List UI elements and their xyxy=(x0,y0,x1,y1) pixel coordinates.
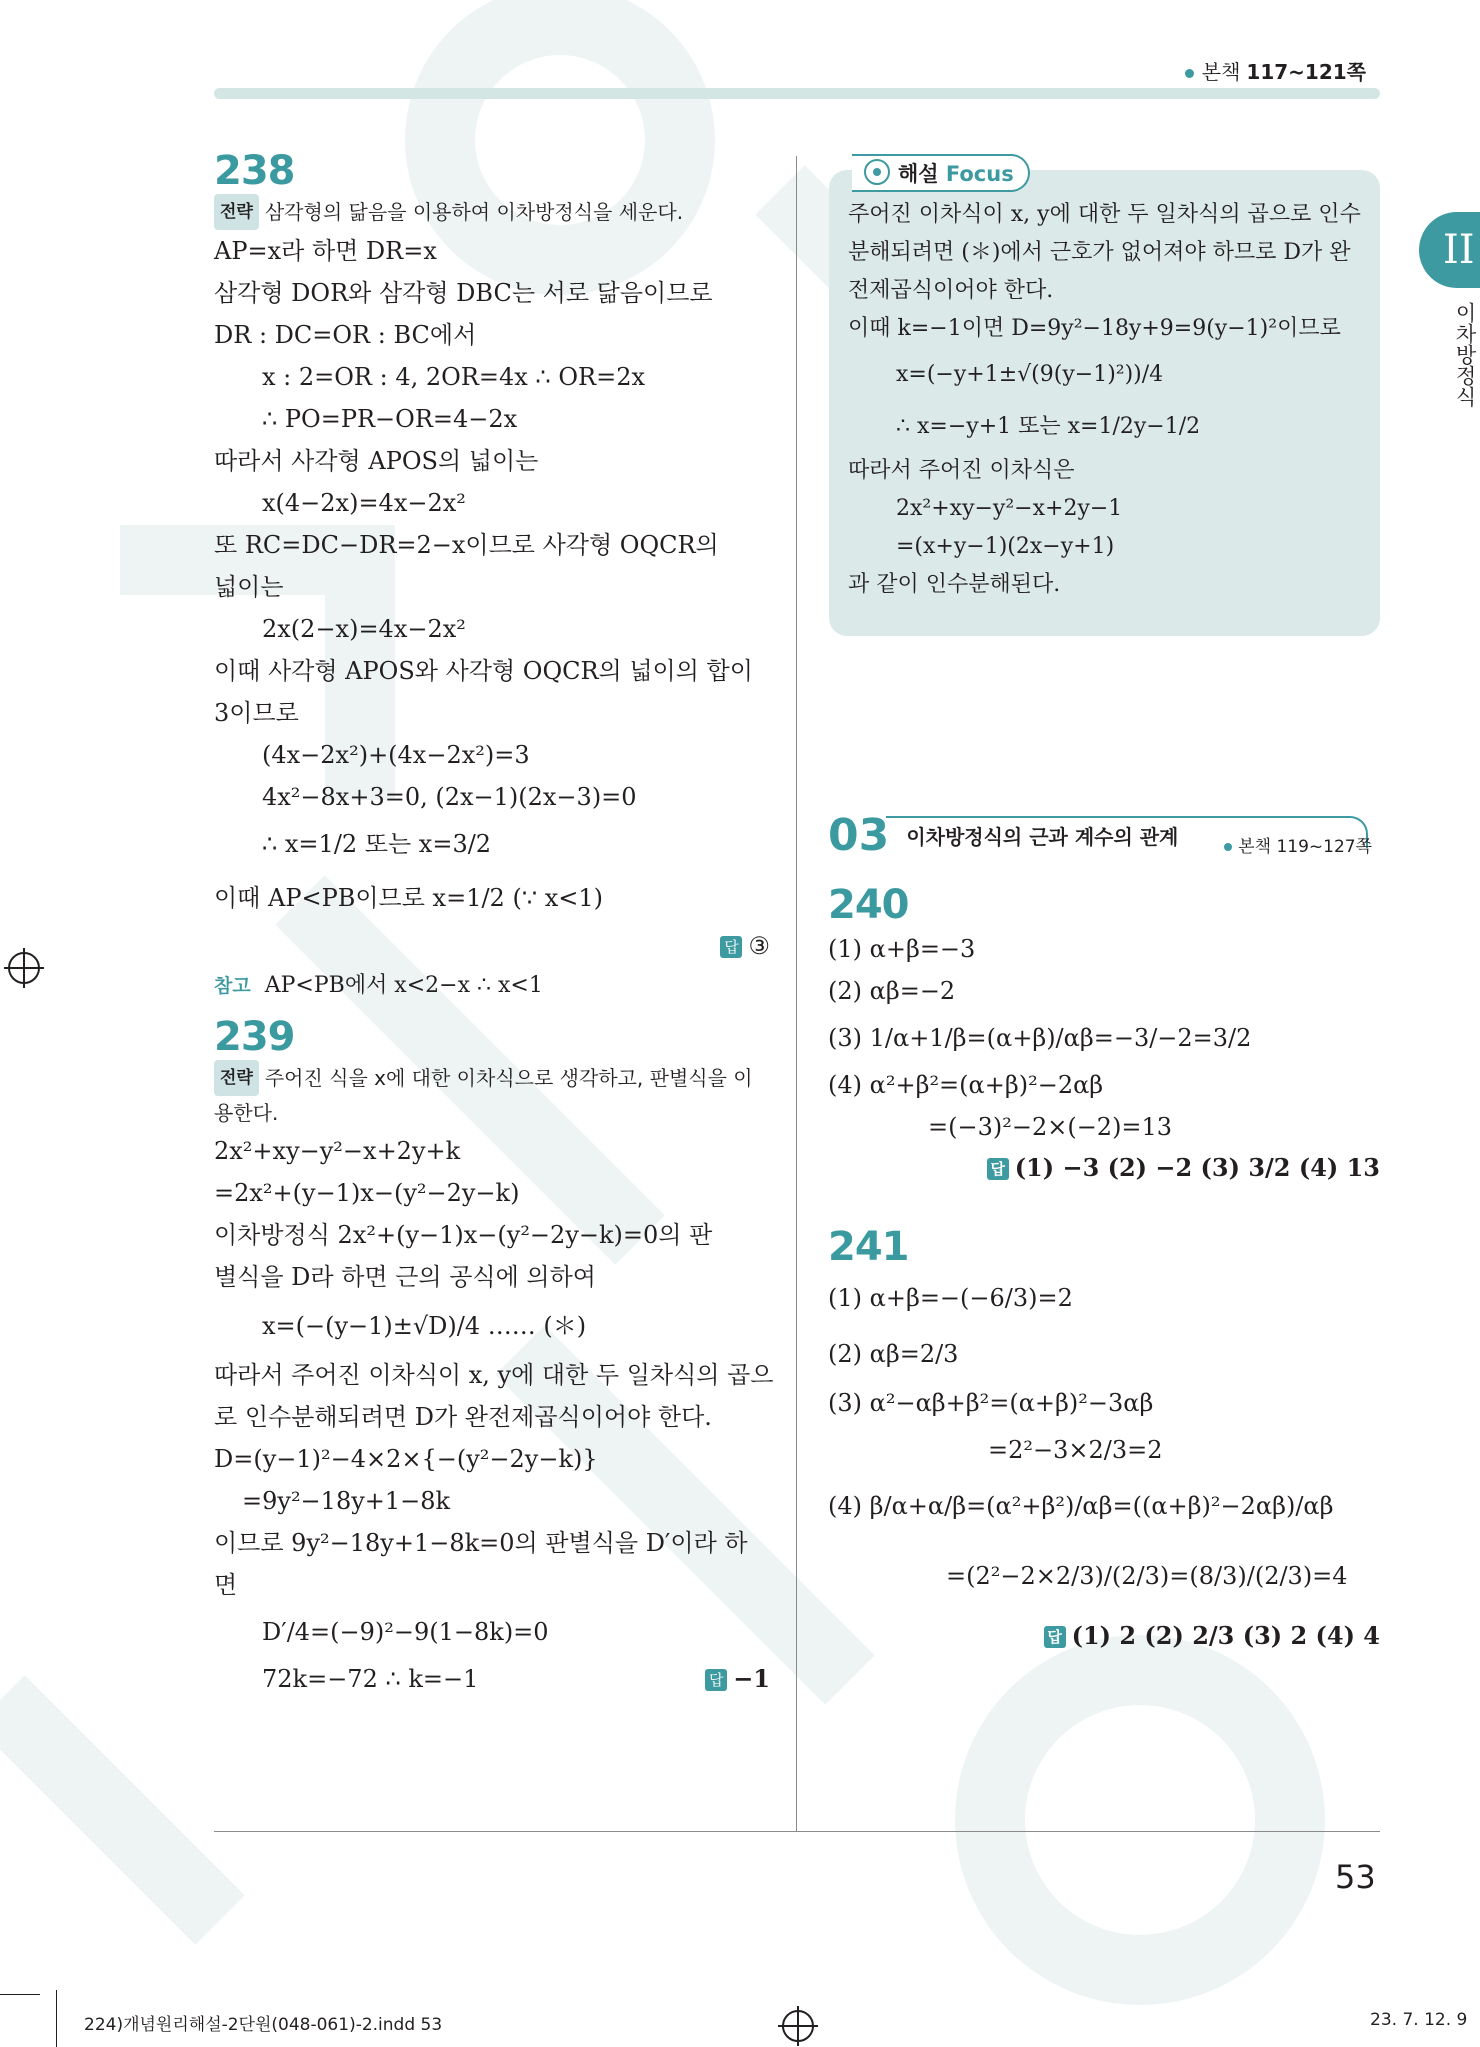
solution-line: DR : DC=OR : BC에서 xyxy=(214,321,477,349)
solution-line: 이차방정식 2x²+(y−1)x−(y²−2y−k)=0의 판 xyxy=(214,1221,713,1249)
section-page-ref: 본책 119~127쪽 xyxy=(1224,832,1372,857)
answer: 답 ③ xyxy=(214,926,770,966)
solution-line: =2x²+(y−1)x−(y²−2y−k) xyxy=(214,1179,520,1207)
solution-line: 로 인수분해되려면 D가 완전제곱식이어야 한다. xyxy=(214,1403,712,1431)
note: 참고 AP<PB에서 x<2−x ∴ x<1 xyxy=(214,973,543,998)
strategy: 전략 주어진 식을 x에 대한 이차식으로 생각하고, 판별식을 이용한다. xyxy=(214,1060,770,1130)
registration-mark-icon xyxy=(8,952,40,984)
solution-line: 또 RC=DC−DR=2−x이므로 사각형 OQCR의 xyxy=(214,531,719,559)
solution-line: =9y²−18y+1−8k xyxy=(242,1487,451,1515)
chapter-tab: II xyxy=(1419,212,1480,288)
answer: 답 (1) 2 (2) 2/3 (3) 2 (4) 4 xyxy=(828,1616,1380,1656)
problem-number: 239 xyxy=(214,1014,295,1060)
solution-line: D′/4=(−9)²−9(1−8k)=0 xyxy=(262,1618,549,1646)
answer: 답 (1) −3 (2) −2 (3) 3/2 (4) 13 xyxy=(828,1148,1380,1188)
solution-line: 이때 AP<PB이므로 x=1/2 (∵ x<1) xyxy=(214,884,603,912)
focus-line: 분해되려면 (＊)에서 근호가 없어져야 하므로 D가 완 xyxy=(848,240,1351,265)
solution-line: 2x(2−x)=4x−2x² xyxy=(262,615,466,643)
answer-icon: 답 xyxy=(705,1669,727,1691)
solution-line: =2²−3×2/3=2 xyxy=(988,1436,1163,1464)
footer-date: 23. 7. 12. 9 xyxy=(1370,2010,1468,2030)
section-title: 이차방정식의 근과 계수의 관계 xyxy=(906,825,1179,849)
crop-mark xyxy=(0,1994,40,1995)
answer: 답 −1 xyxy=(705,1658,770,1700)
footer-filename: 224)개념원리해설-2단원(048-061)-2.indd 53 xyxy=(84,2015,443,2035)
solution-line: 72k=−72 ∴ k=−1 답 −1 xyxy=(214,1658,770,1700)
bottom-rule xyxy=(214,1831,1380,1832)
note-tag: 참고 xyxy=(214,975,251,997)
answer-icon: 답 xyxy=(720,936,742,958)
solution-line: (4x−2x²)+(4x−2x²)=3 xyxy=(262,741,530,769)
solution-line: 면 xyxy=(214,1571,238,1599)
focus-line: ∴ x=−y+1 또는 x=1/2y−1/2 xyxy=(896,414,1201,439)
solution-line: (1) α+β=−3 xyxy=(828,935,976,963)
solution-line: 이때 사각형 APOS와 사각형 OQCR의 넓이의 합이 xyxy=(214,657,753,685)
registration-mark-icon xyxy=(782,2010,814,2042)
solution-line: 별식을 D라 하면 근의 공식에 의하여 xyxy=(214,1263,596,1291)
solution-line: x : 2=OR : 4, 2OR=4x ∴ OR=2x xyxy=(262,363,645,391)
solution-line: 삼각형 DOR와 삼각형 DBC는 서로 닮음이므로 xyxy=(214,279,713,307)
solution-line: (4) α²+β²=(α+β)²−2αβ xyxy=(828,1071,1104,1099)
solution-line: 2x²+xy−y²−x+2y+k xyxy=(214,1137,461,1165)
focus-body xyxy=(848,196,1368,604)
strategy: 전략 삼각형의 닮음을 이용하여 이차방정식을 세운다. xyxy=(214,194,770,230)
solution-line: ∴ x=1/2 또는 x=3/2 xyxy=(262,830,492,858)
problem-number: 240 xyxy=(828,882,909,928)
problem-number: 238 xyxy=(214,148,295,194)
header-page-ref: 본책 117~121쪽 xyxy=(1185,56,1366,85)
header-bar xyxy=(214,88,1380,99)
solution-line: (2) αβ=2/3 xyxy=(828,1340,959,1368)
solution-line: 넓이는 xyxy=(214,573,284,601)
focus-line: 2x²+xy−y²−x+2y−1 xyxy=(896,496,1123,521)
focus-line: x=(−y+1±√(9(y−1)²))/4 xyxy=(896,362,1164,387)
solution-line: (2) αβ=−2 xyxy=(828,977,956,1005)
focus-line: 주어진 이차식이 x, y에 대한 두 일차식의 곱으로 인수 xyxy=(848,202,1361,227)
solution-line: D=(y−1)²−4×2×{−(y²−2y−k)} xyxy=(214,1445,598,1473)
focus-line: 이때 k=−1이면 D=9y²−18y+9=9(y−1)²이므로 xyxy=(848,316,1341,341)
solution-line: AP=x라 하면 DR=x xyxy=(214,237,437,265)
problem-number: 241 xyxy=(828,1224,909,1270)
focus-title: 해설 Focus xyxy=(852,154,1030,192)
page-number: 53 xyxy=(1335,1858,1376,1896)
solution-line: 이므로 9y²−18y+1−8k=0의 판별식을 D′이라 하 xyxy=(214,1529,748,1557)
solution-line: (1) α+β=−(−6/3)=2 xyxy=(828,1284,1073,1312)
target-icon xyxy=(864,159,890,185)
solution-line: (4) β/α+α/β=(α²+β²)/αβ=((α+β)²−2αβ)/αβ xyxy=(828,1492,1334,1520)
bullet-icon xyxy=(1224,843,1232,851)
answer-icon: 답 xyxy=(987,1158,1009,1180)
strategy-tag: 전략 xyxy=(214,194,259,230)
right-column xyxy=(828,882,1380,1656)
solution-line: (3) 1/α+1/β=(α+β)/αβ=−3/−2=3/2 xyxy=(828,1024,1252,1052)
solution-line: 3이므로 xyxy=(214,699,299,727)
solution-line: =(−3)²−2×(−2)=13 xyxy=(928,1113,1173,1141)
column-divider xyxy=(796,156,797,1831)
left-column xyxy=(214,148,774,1700)
crop-mark xyxy=(56,1990,57,2047)
focus-line: 전제곱식이어야 한다. xyxy=(848,278,1054,303)
solution-line: =(2²−2×2/3)/(2/3)=(8/3)/(2/3)=4 xyxy=(946,1562,1348,1590)
section-header xyxy=(828,810,1380,861)
solution-line: (3) α²−αβ+β²=(α+β)²−3αβ xyxy=(828,1389,1154,1417)
focus-line: 과 같이 인수분해된다. xyxy=(848,572,1061,597)
section-number: 03 xyxy=(828,810,890,861)
chapter-label: 이차방정식 xyxy=(1453,302,1477,407)
solution-line: x=(−(y−1)±√D)/4 …… (＊) xyxy=(262,1312,587,1340)
solution-line: 4x²−8x+3=0, (2x−1)(2x−3)=0 xyxy=(262,783,637,811)
strategy-tag: 전략 xyxy=(214,1060,259,1096)
focus-line: =(x+y−1)(2x−y+1) xyxy=(896,534,1115,559)
solution-line: ∴ PO=PR−OR=4−2x xyxy=(262,405,518,433)
focus-line: 따라서 주어진 이차식은 xyxy=(848,458,1075,483)
solution-line: 따라서 사각형 APOS의 넓이는 xyxy=(214,447,539,475)
solution-line: 따라서 주어진 이차식이 x, y에 대한 두 일차식의 곱으 xyxy=(214,1361,774,1389)
solution-line: x(4−2x)=4x−2x² xyxy=(262,489,466,517)
bullet-icon xyxy=(1185,69,1194,78)
answer-icon: 답 xyxy=(1044,1626,1066,1648)
